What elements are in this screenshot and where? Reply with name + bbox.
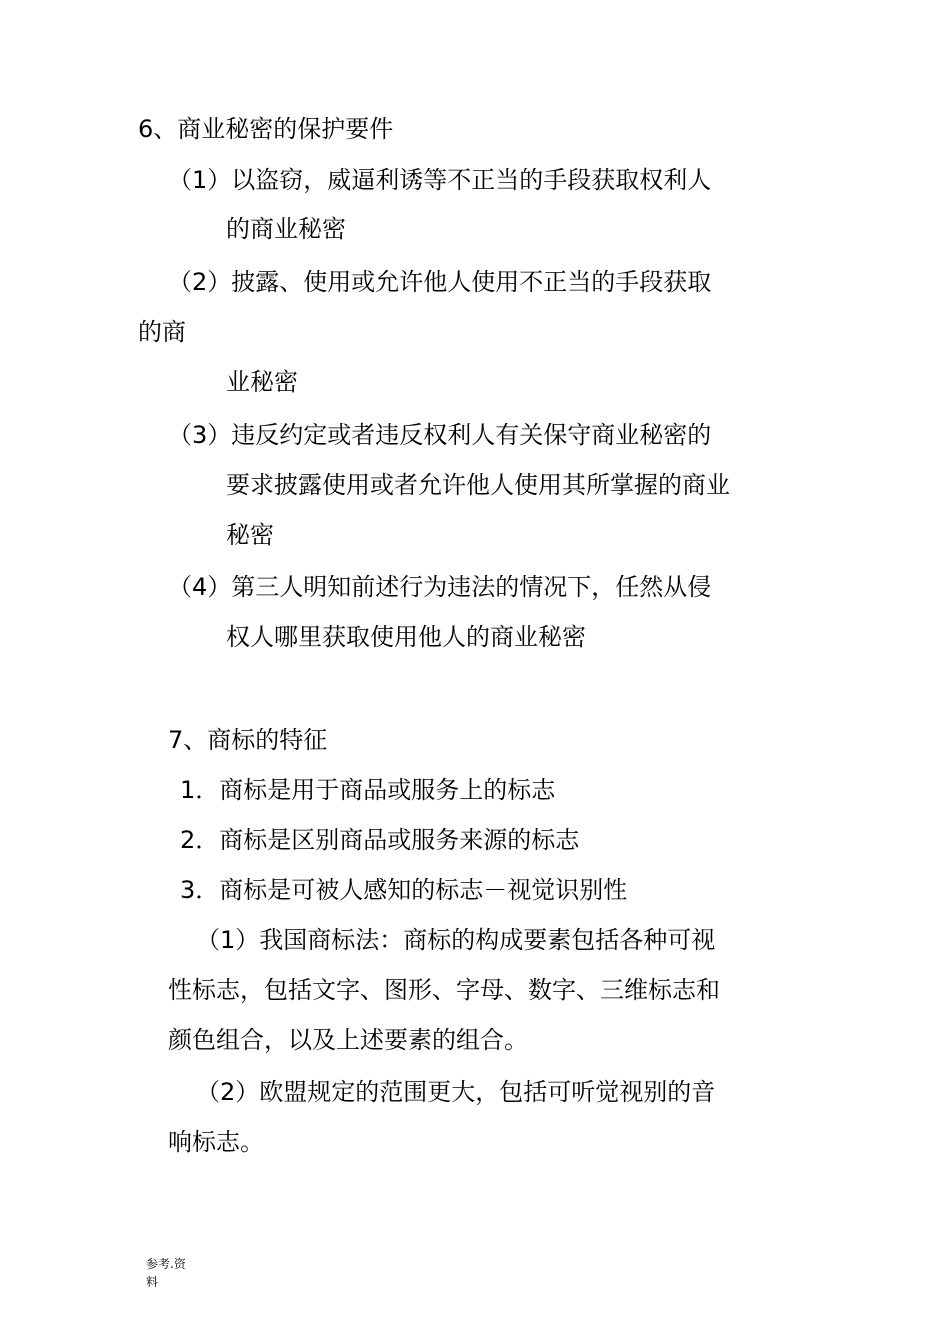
section-6-item-4-line-2: 权人哪里获取使用他人的商业秘密	[226, 623, 586, 651]
section-7-note-2-line-2: 响标志。	[168, 1128, 264, 1156]
footer-line-2: 料	[146, 1275, 159, 1289]
section-7-note-1-line-3: 颜色组合，以及上述要素的组合。	[168, 1026, 528, 1054]
section-7-note-2-line-1: （2）欧盟规定的范围更大，包括可听觉视别的音	[196, 1078, 716, 1106]
section-7-point-2: 2．商标是区别商品或服务来源的标志	[180, 826, 580, 854]
section-7-point-1: 1．商标是用于商品或服务上的标志	[180, 776, 556, 804]
section-7-note-1-line-2: 性标志，包括文字、图形、字母、数字、三维标志和	[168, 976, 720, 1004]
section-6-item-3-line-1: （3）违反约定或者违反权利人有关保守商业秘密的	[168, 421, 712, 449]
section-6-heading: 6、商业秘密的保护要件	[138, 115, 394, 143]
section-6-item-3-line-3: 秘密	[226, 521, 274, 549]
section-6-item-2-line-1: （2）披露、使用或允许他人使用不正当的手段获取	[168, 268, 712, 296]
section-6-item-1-line-1: （1）以盗窃，威逼利诱等不正当的手段获取权利人	[168, 166, 712, 194]
section-6-item-2-line-2: 的商	[138, 318, 186, 346]
section-6-item-4-line-1: （4）第三人明知前述行为违法的情况下，任然从侵	[168, 573, 712, 601]
section-7-heading: 7、商标的特征	[168, 726, 328, 754]
footer-line-1: 参考.资	[146, 1257, 186, 1271]
section-6-item-3-line-2: 要求披露使用或者允许他人使用其所掌握的商业	[226, 471, 730, 499]
section-7-note-1-line-1: （1）我国商标法：商标的构成要素包括各种可视	[196, 926, 716, 954]
section-7-point-3: 3．商标是可被人感知的标志－视觉识别性	[180, 876, 628, 904]
section-6-item-2-line-3: 业秘密	[226, 368, 298, 396]
section-6-item-1-line-2: 的商业秘密	[226, 215, 346, 243]
